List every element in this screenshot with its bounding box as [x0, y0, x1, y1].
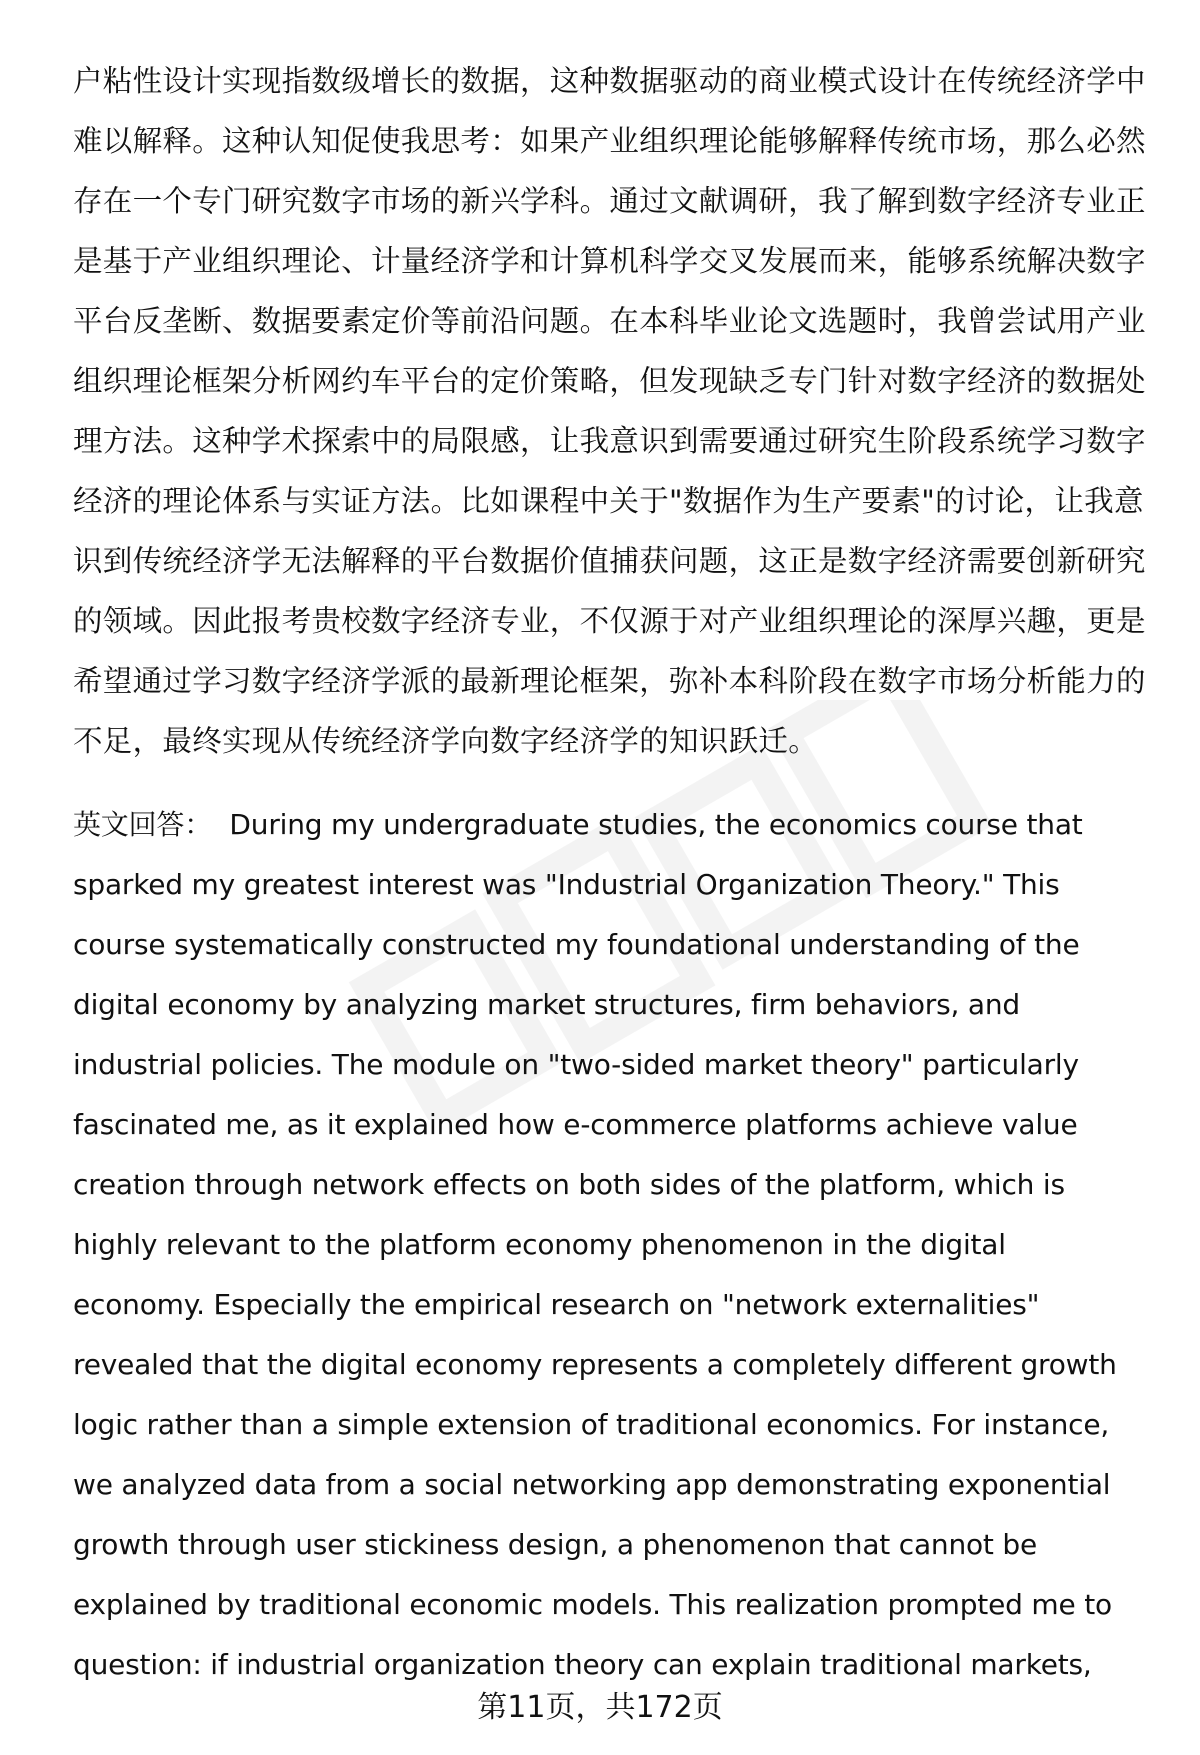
- text-line: 经济的理论体系与实证方法。比如课程中关于"数据作为生产要素"的讨论，让我意: [73, 484, 1144, 518]
- text-line: digital economy by analyzing market structures, firm behaviors, and: [73, 988, 1020, 1021]
- english-answer: [73, 795, 1148, 1695]
- text-line: fascinated me, as it explained how e-commerce platforms achieve value: [73, 1108, 1078, 1141]
- text-line: During my undergraduate studies, the economics course that: [229, 808, 1083, 841]
- text-line: revealed that the digital economy represents a completely different growth: [73, 1348, 1117, 1381]
- text-line: 难以解释。这种认知促使我思考：如果产业组织理论能够解释传统市场，那么必然: [73, 124, 1146, 158]
- english-answer-label: 英文回答：: [73, 808, 213, 841]
- text-line: question: if industrial organization theory can explain traditional markets,: [73, 1648, 1092, 1681]
- text-line: industrial policies. The module on "two-sided market theory" particularly: [73, 1048, 1079, 1081]
- page-number: 第11页，共172页: [477, 1690, 723, 1725]
- text-line: highly relevant to the platform economy phenomenon in the digital: [73, 1228, 1006, 1261]
- text-line: explained by traditional economic models. This realization prompted me to: [73, 1588, 1112, 1621]
- text-line: 希望通过学习数字经济学派的最新理论框架，弥补本科阶段在数字市场分析能力的: [73, 664, 1146, 698]
- text-line: 组织理论框架分析网约车平台的定价策略，但发现缺乏专门针对数字经济的数据处: [73, 364, 1146, 398]
- text-line: 平台反垄断、数据要素定价等前沿问题。在本科毕业论文选题时，我曾尝试用产业: [73, 304, 1146, 338]
- text-line: 不足，最终实现从传统经济学向数字经济学的知识跃迁。: [73, 724, 819, 758]
- text-line: 的领域。因此报考贵校数字经济专业，不仅源于对产业组织理论的深厚兴趣，更是: [73, 604, 1146, 638]
- text-line: 识到传统经济学无法解释的平台数据价值捕获问题，这正是数字经济需要创新研究: [73, 544, 1146, 578]
- text-line: course systematically constructed my foundational understanding of the: [73, 928, 1080, 961]
- text-line: we analyzed data from a social networking app demonstrating exponential: [73, 1468, 1111, 1501]
- text-line: 是基于产业组织理论、计量经济学和计算机科学交叉发展而来，能够系统解决数字: [73, 244, 1146, 278]
- spacer: [212, 808, 229, 841]
- text-line: creation through network effects on both sides of the platform, which is: [73, 1168, 1065, 1201]
- english-first-line: [73, 795, 1148, 855]
- chinese-paragraph: [73, 51, 1148, 771]
- text-line: sparked my greatest interest was "Industrial Organization Theory." This: [73, 868, 1060, 901]
- text-line: 存在一个专门研究数字市场的新兴学科。通过文献调研，我了解到数字经济专业正: [73, 184, 1146, 218]
- text-line: 理方法。这种学术探索中的局限感，让我意识到需要通过研究生阶段系统学习数字: [73, 424, 1146, 458]
- text-line: 户粘性设计实现指数级增长的数据，这种数据驱动的商业模式设计在传统经济学中: [73, 64, 1146, 98]
- text-line: economy. Especially the empirical research on "network externalities": [73, 1288, 1040, 1321]
- text-line: logic rather than a simple extension of traditional economics. For instance,: [73, 1408, 1110, 1441]
- text-line: growth through user stickiness design, a phenomenon that cannot be: [73, 1528, 1038, 1561]
